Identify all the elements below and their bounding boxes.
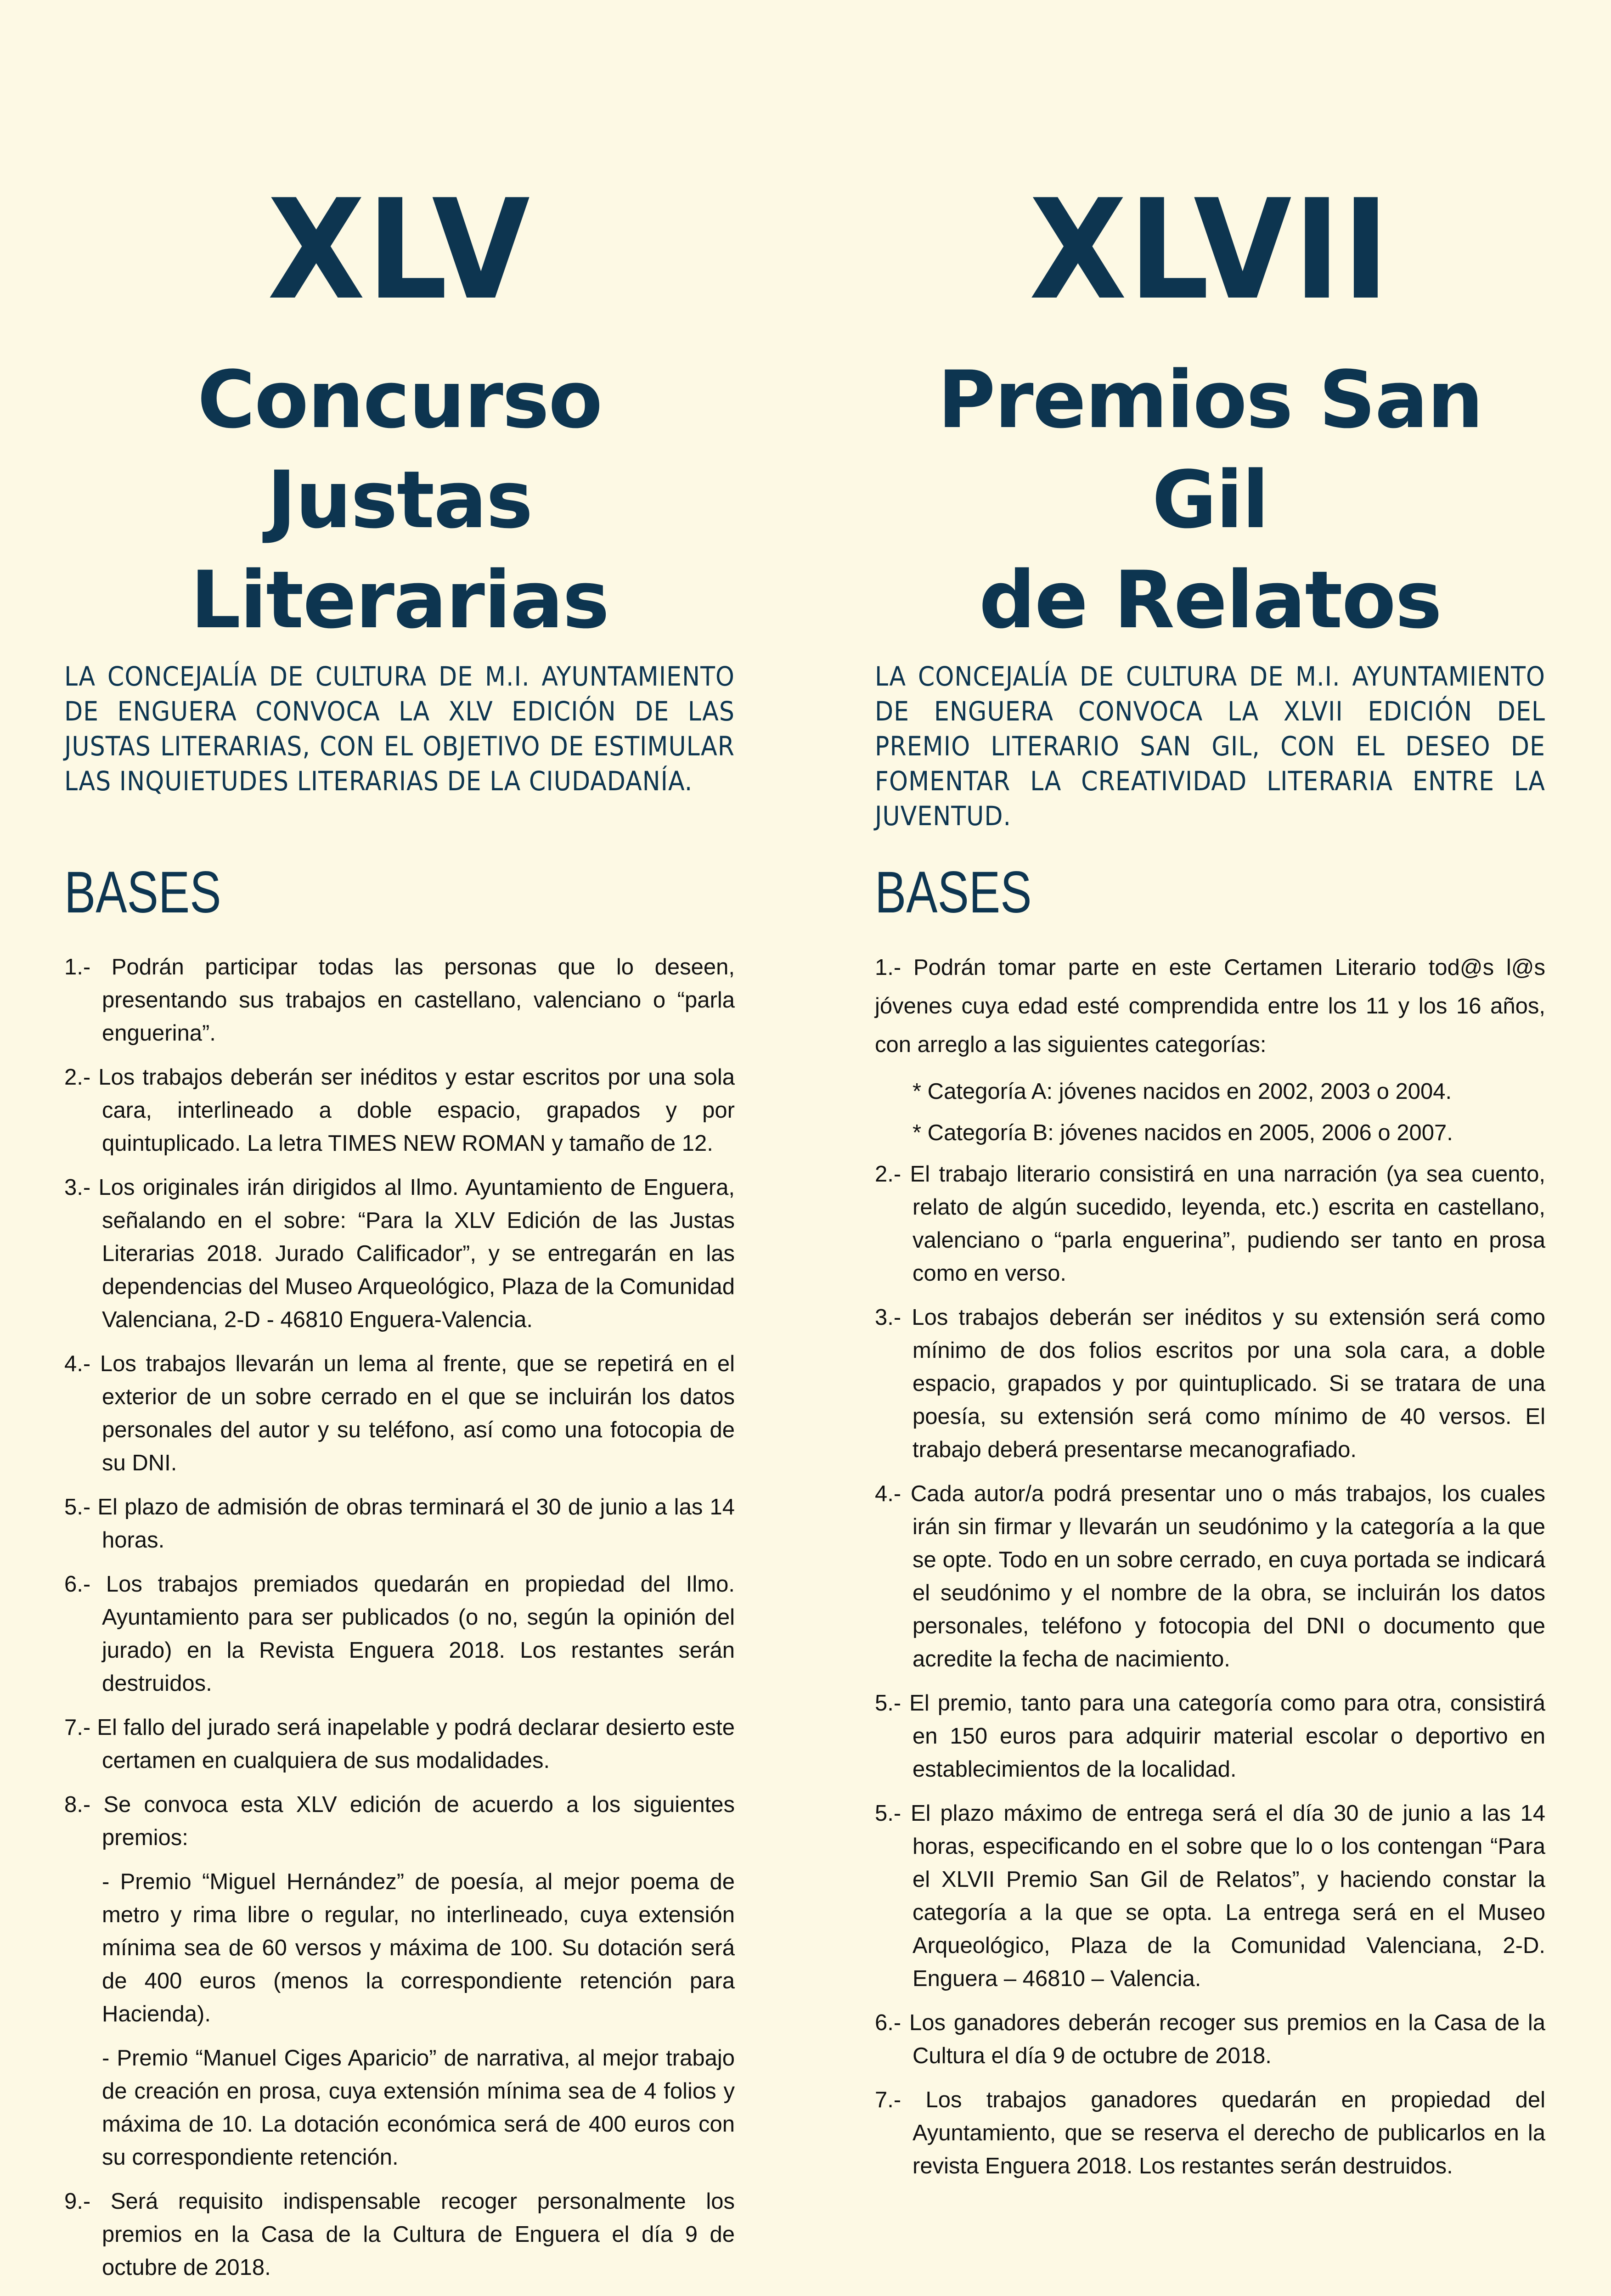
bases-heading: BASES	[875, 860, 1032, 925]
prize-poetry: - Premio “Miguel Hernández” de poesía, al mejor poema de metro y rima libre o regular, no interlineado, cuya extensión mínima sea de 60 versos y máxima de 100. Su dotación será de 400 euros (menos la correspondiente retención para Hacienda).	[102, 1869, 735, 2026]
contest-title	[64, 350, 735, 650]
title-line-2: Justas Literarias	[190, 454, 609, 646]
title-line-2: de Relatos	[979, 554, 1442, 646]
base-item: 1.- Podrán tomar parte en este Certamen Literario tod@s l@s jóvenes cuya edad esté comprendida entre los 11 y los 16 años, con arreglo a las siguientes categorías:	[875, 955, 1545, 1057]
category-b: * Categoría B: jóvenes nacidos en 2005, 2006 o 2007.	[913, 1120, 1453, 1145]
base-item: 8.- Se convoca esta XLV edición de acuerdo a los siguientes premios:	[64, 1792, 735, 1850]
base-item: 6.- Los ganadores deberán recoger sus premios en la Casa de la Cultura el día 9 de octubre de 2018.	[875, 2010, 1545, 2068]
base-item: 3.- Los originales irán dirigidos al Ilmo. Ayuntamiento de Enguera, señalando en el sobre: “Para la XLV Edición de las Justas Literarias 2018. Jurado Calificador”, y se entregarán en las dependencias del Museo Arqueológico, Plaza de la Comunidad Valenciana, 2-D - 46810 Enguera-Valencia.	[64, 1175, 735, 1332]
base-item: 5.- El plazo máximo de entrega será el día 30 de junio a las 14 horas, especificando en el sobre que lo o los contengan “Para el XLVII Premio San Gil de Relatos”, y haciendo constar la categoría a la que se opta. La entrega será en el Museo Arqueológico, Plaza de la Comunidad Valenciana, 2-D. Enguera – 46810 – Valencia.	[875, 1801, 1545, 1991]
base-item: 7.- Los trabajos ganadores quedarán en propiedad del Ayuntamiento, que se reserva el derecho de publicarlos en la revista Enguera 2018. Los restantes serán destruidos.	[875, 2088, 1545, 2178]
base-item: 4.- Cada autor/a podrá presentar uno o más trabajos, los cuales irán sin firmar y llevarán un seudónimo y la categoría a la que se opte. Todo en un sobre cerrado, en cuya portada se indicará el seudónimo y el nombre de la obra, se incluirán los datos personales, teléfono y fotocopia del DNI o documento que acredite la fecha de nacimiento.	[875, 1481, 1545, 1671]
base-item: 2.- El trabajo literario consistirá en una narración (ya sea cuento, relato de algún sucedido, leyenda, etc.) escrita en castellano, valenciano o “parla enguerina”, pudiendo ser tanto en prosa como en verso.	[875, 1162, 1545, 1286]
base-item: 9.- Será requisito indispensable recoger personalmente los premios en la Casa de la Cultura de Enguera el día 9 de octubre de 2018.	[64, 2189, 735, 2280]
intro-paragraph: LA CONCEJALÍA DE CULTURA DE M.I. AYUNTAMIENTO DE ENGUERA CONVOCA LA XLVII EDICIÓN DEL PREMIO LITERARIO SAN GIL, CON EL DESEO DE FOMENTAR LA CREATIVIDAD LITERARIA ENTRE LA JUVENTUD.	[875, 661, 1545, 832]
intro-paragraph: LA CONCEJALÍA DE CULTURA DE M.I. AYUNTAMIENTO DE ENGUERA CONVOCA LA XLV EDICIÓN DE LAS JUSTAS LITERARIAS, CON EL OBJETIVO DE ESTIMULAR LAS INQUIETUDES LITERARIAS DE LA CIUDADANÍA.	[64, 661, 735, 797]
title-line-1: Premios San Gil	[937, 354, 1483, 546]
base-item: 2.- Los trabajos deberán ser inéditos y estar escritos por una sola cara, interlineado a doble espacio, grapados y por quintuplicado. La letra TIMES NEW ROMAN y tamaño de 12.	[64, 1065, 735, 1156]
bases-list	[64, 951, 735, 2296]
contest-title	[875, 350, 1545, 650]
base-item	[64, 2295, 735, 2296]
base-item: 7.- El fallo del jurado será inapelable y podrá declarar desierto este certamen en cualquiera de sus modalidades.	[64, 1715, 735, 1773]
base-item: 5.- El plazo de admisión de obras terminará el 30 de junio a las 14 horas.	[64, 1495, 735, 1553]
edition-numeral: XLV	[267, 170, 532, 330]
base-item: 3.- Los trabajos deberán ser inéditos y su extensión será como mínimo de dos folios escritos por una sola cara, a doble espacio, grapados y por quintuplicado. Si se tratara de una poesía, su extensión será como mínimo de 40 versos. El trabajo deberá presentarse mecanografiado.	[875, 1305, 1545, 1462]
base-item: 5.- El premio, tanto para una categoría como para otra, consistirá en 150 euros para adquirir material escolar o deportivo en establecimientos de la localidad.	[875, 1691, 1545, 1782]
bases-list	[875, 948, 1545, 2194]
base-item: 4.- Los trabajos llevarán un lema al frente, que se repetirá en el exterior de un sobre cerrado en el que se incluirán los datos personales del autor y su teléfono, así como una fotocopia de su DNI.	[64, 1351, 735, 1475]
category-a: * Categoría A: jóvenes nacidos en 2002, 2003 o 2004.	[913, 1079, 1452, 1104]
base-item: 1.- Podrán participar todas las personas que lo deseen, presentando sus trabajos en castellano, valenciano o “parla enguerina”.	[64, 955, 735, 1046]
bases-heading: BASES	[64, 860, 221, 925]
base-item: 6.- Los trabajos premiados quedarán en propiedad del Ilmo. Ayuntamiento para ser publicados (o no, según la opinión del jurado) en la Revista Enguera 2018. Los restantes serán destruidos.	[64, 1572, 735, 1696]
title-line-1: Concurso	[197, 354, 602, 446]
prize-narrative: - Premio “Manuel Ciges Aparicio” de narrativa, al mejor trabajo de creación en prosa, cuya extensión mínima sea de 4 folios y máxima de 10. La dotación económica será de 400 euros con su correspondiente retención.	[102, 2046, 735, 2170]
edition-numeral: XLVII	[1029, 170, 1391, 330]
